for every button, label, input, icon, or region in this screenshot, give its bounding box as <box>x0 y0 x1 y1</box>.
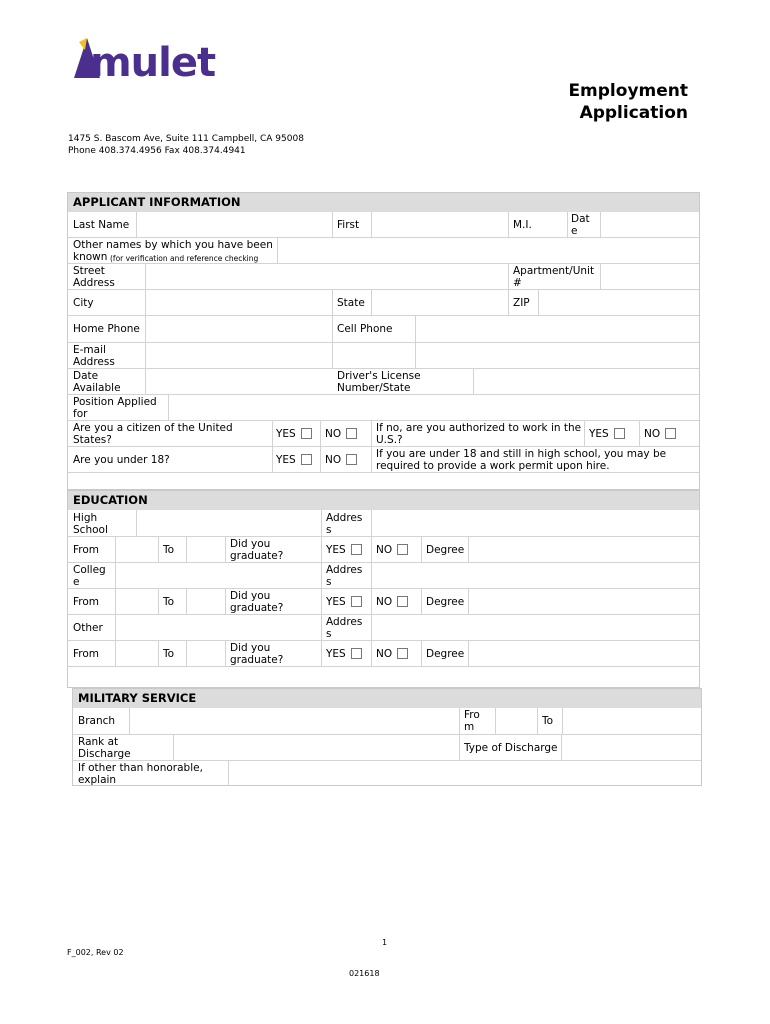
col-divider <box>600 263 601 289</box>
yes-checkbox[interactable] <box>614 428 625 439</box>
row-divider <box>68 472 699 473</box>
row-divider <box>68 446 699 447</box>
col-divider <box>145 315 146 342</box>
yes-checkbox[interactable] <box>301 454 312 465</box>
col-divider <box>145 289 146 315</box>
school-address-label: Addres s <box>326 512 363 536</box>
from-label: From <box>73 544 100 556</box>
col-divider <box>371 420 372 472</box>
yes-label: YES <box>326 544 346 556</box>
apartment-label: Apartment/Unit # <box>513 265 595 289</box>
date-label: Dat e <box>571 213 590 237</box>
col-divider <box>600 212 601 238</box>
street-address-label: Street Address <box>73 265 115 289</box>
degree-label: Degree <box>426 648 465 660</box>
col-divider <box>473 368 474 394</box>
first-name-label: First <box>337 219 360 231</box>
home-phone-label: Home Phone <box>73 323 140 335</box>
graduate-label: Did you graduate? <box>230 538 284 562</box>
phone-fax-line: Phone 408.374.4956 Fax 408.374.4941 <box>68 146 246 156</box>
col-divider <box>136 510 137 536</box>
row-divider <box>68 614 699 615</box>
last-name-label: Last Name <box>73 219 130 231</box>
address-line: 1475 S. Bascom Ave, Suite 111 Campbell, CA 95008 <box>68 134 304 144</box>
col-divider <box>158 536 159 562</box>
col-divider <box>321 588 322 614</box>
graduate-label: Did you graduate? <box>230 590 284 614</box>
education-section <box>67 490 700 688</box>
col-divider <box>567 212 568 238</box>
row-divider <box>68 368 699 369</box>
col-divider <box>145 342 146 368</box>
citizen-question: Are you a citizen of the United States? <box>73 422 233 446</box>
document-title <box>568 80 688 124</box>
col-divider <box>321 562 322 588</box>
col-divider <box>371 640 372 666</box>
col-divider <box>168 394 169 420</box>
military-to-label: To <box>542 715 554 727</box>
col-divider <box>129 708 130 734</box>
authorized-question: If no, are you authorized to work in the U.S.? <box>376 422 582 446</box>
section-heading: MILITARY SERVICE <box>73 689 701 708</box>
col-divider <box>321 640 322 666</box>
yes-checkbox[interactable] <box>351 596 362 607</box>
city-label: City <box>73 297 94 309</box>
col-divider <box>228 760 229 786</box>
graduate-no[interactable] <box>376 596 408 608</box>
col-divider <box>115 588 116 614</box>
col-divider <box>538 289 539 315</box>
no-label: NO <box>376 648 393 660</box>
from-label: From <box>73 596 100 608</box>
other-school-label: Other <box>73 622 103 634</box>
col-divider <box>158 640 159 666</box>
col-divider <box>459 734 460 760</box>
row-divider <box>68 315 699 316</box>
col-divider <box>332 342 333 368</box>
known-label: known <box>73 251 108 263</box>
applicant-information-section <box>67 192 700 490</box>
rank-label: Rank at Discharge <box>78 736 131 760</box>
under-18-yes[interactable] <box>276 454 312 466</box>
authorized-no[interactable] <box>644 428 676 440</box>
col-divider <box>371 536 372 562</box>
military-service-section <box>72 688 702 786</box>
date-available-label: Date Available <box>73 370 121 394</box>
state-label: State <box>337 297 365 309</box>
graduate-no[interactable] <box>376 648 408 660</box>
work-permit-note: If you are under 18 and still in high school, you may be required to provide a work permit upon hire. <box>376 448 667 472</box>
middle-initial-label: M.I. <box>513 219 532 231</box>
section-heading: EDUCATION <box>68 491 699 510</box>
col-divider <box>115 562 116 588</box>
row-divider <box>68 588 699 589</box>
college-label: Colleg e <box>73 564 106 588</box>
col-divider <box>115 614 116 640</box>
verification-note: (for verification and reference checking <box>110 254 259 263</box>
col-divider <box>508 212 509 238</box>
zip-label: ZIP <box>513 297 530 309</box>
col-divider <box>225 536 226 562</box>
col-divider <box>508 289 509 315</box>
col-divider <box>468 536 469 562</box>
yes-label: YES <box>589 428 609 440</box>
col-divider <box>158 588 159 614</box>
no-label: NO <box>376 596 393 608</box>
to-label: To <box>163 596 175 608</box>
title-line-2: Application <box>579 103 688 123</box>
col-divider <box>332 289 333 315</box>
drivers-license-label: Driver's License Number/State <box>337 370 421 394</box>
amulet-logo <box>68 34 254 80</box>
yes-label: YES <box>326 648 346 660</box>
row-divider <box>68 237 699 238</box>
col-divider <box>115 536 116 562</box>
title-line-1: Employment <box>568 81 688 101</box>
col-divider <box>186 536 187 562</box>
section-heading: APPLICANT INFORMATION <box>68 193 699 212</box>
col-divider <box>115 640 116 666</box>
row-divider <box>68 289 699 290</box>
col-divider <box>321 510 322 536</box>
col-divider <box>495 708 496 734</box>
col-divider <box>421 640 422 666</box>
other-than-honorable-label: If other than honorable, explain <box>78 762 203 786</box>
form-code: 021618 <box>349 969 380 978</box>
col-divider <box>332 315 333 342</box>
col-divider <box>371 562 372 588</box>
military-from-label: Fro m <box>464 709 480 733</box>
graduate-yes[interactable] <box>326 544 362 556</box>
col-divider <box>468 640 469 666</box>
col-divider <box>421 536 422 562</box>
col-divider <box>186 640 187 666</box>
col-divider <box>371 614 372 640</box>
other-address-label: Addres s <box>326 616 363 640</box>
col-divider <box>145 263 146 289</box>
high-school-label: High School <box>73 512 108 536</box>
no-label: NO <box>644 428 661 440</box>
no-checkbox[interactable] <box>397 544 408 555</box>
graduate-no[interactable] <box>376 544 408 556</box>
col-divider <box>277 237 278 263</box>
row-divider <box>68 342 699 343</box>
col-divider <box>415 342 416 368</box>
no-checkbox[interactable] <box>665 428 676 439</box>
graduate-yes[interactable] <box>326 596 362 608</box>
to-label: To <box>163 648 175 660</box>
company-address <box>68 133 304 157</box>
col-divider <box>371 588 372 614</box>
col-divider <box>186 588 187 614</box>
discharge-type-label: Type of Discharge <box>464 742 558 754</box>
no-checkbox[interactable] <box>397 648 408 659</box>
graduate-yes[interactable] <box>326 648 362 660</box>
no-label: NO <box>325 454 342 466</box>
from-label: From <box>73 648 100 660</box>
row-divider <box>68 536 699 537</box>
col-divider <box>332 212 333 238</box>
yes-label: YES <box>326 596 346 608</box>
cell-phone-label: Cell Phone <box>337 323 393 335</box>
row-divider <box>68 640 699 641</box>
col-divider <box>561 734 562 760</box>
no-checkbox[interactable] <box>346 454 357 465</box>
row-divider <box>68 394 699 395</box>
graduate-label: Did you graduate? <box>230 642 284 666</box>
col-divider <box>173 734 174 760</box>
col-divider <box>371 212 372 238</box>
col-divider <box>371 289 372 315</box>
col-divider <box>508 263 509 289</box>
degree-label: Degree <box>426 544 465 556</box>
college-address-label: Addres s <box>326 564 363 588</box>
row-divider <box>68 420 699 421</box>
email-label: E-mail Address <box>73 344 115 368</box>
no-checkbox[interactable] <box>397 596 408 607</box>
col-divider <box>468 588 469 614</box>
row-divider <box>68 562 699 563</box>
col-divider <box>415 315 416 342</box>
no-checkbox[interactable] <box>346 428 357 439</box>
svg-text:mulet: mulet <box>90 40 216 80</box>
yes-checkbox[interactable] <box>351 544 362 555</box>
col-divider <box>272 420 273 472</box>
branch-label: Branch <box>78 715 116 727</box>
yes-label: YES <box>276 454 296 466</box>
col-divider <box>136 212 137 238</box>
row-divider <box>73 734 701 735</box>
col-divider <box>562 708 563 734</box>
col-divider <box>421 588 422 614</box>
col-divider <box>145 368 146 394</box>
position-label: Position Applied for <box>73 396 157 420</box>
yes-checkbox[interactable] <box>351 648 362 659</box>
no-label: NO <box>325 428 342 440</box>
col-divider <box>639 420 640 446</box>
form-id: F_002, Rev 02 <box>67 948 124 957</box>
under-18-no[interactable] <box>325 454 357 466</box>
degree-label: Degree <box>426 596 465 608</box>
citizen-no[interactable] <box>325 428 357 440</box>
col-divider <box>225 588 226 614</box>
yes-checkbox[interactable] <box>301 428 312 439</box>
col-divider <box>321 536 322 562</box>
authorized-yes[interactable] <box>589 428 625 440</box>
other-names-label: Other names by which you have been <box>73 239 273 251</box>
col-divider <box>459 708 460 734</box>
col-divider <box>371 510 372 536</box>
col-divider <box>320 420 321 472</box>
row-divider <box>68 666 699 667</box>
yes-label: YES <box>276 428 296 440</box>
row-divider <box>73 760 701 761</box>
citizen-yes[interactable] <box>276 428 312 440</box>
col-divider <box>225 640 226 666</box>
col-divider <box>584 420 585 446</box>
col-divider <box>537 708 538 734</box>
col-divider <box>321 614 322 640</box>
no-label: NO <box>376 544 393 556</box>
under-18-question: Are you under 18? <box>73 454 170 466</box>
to-label: To <box>163 544 175 556</box>
page-number: 1 <box>382 938 388 947</box>
